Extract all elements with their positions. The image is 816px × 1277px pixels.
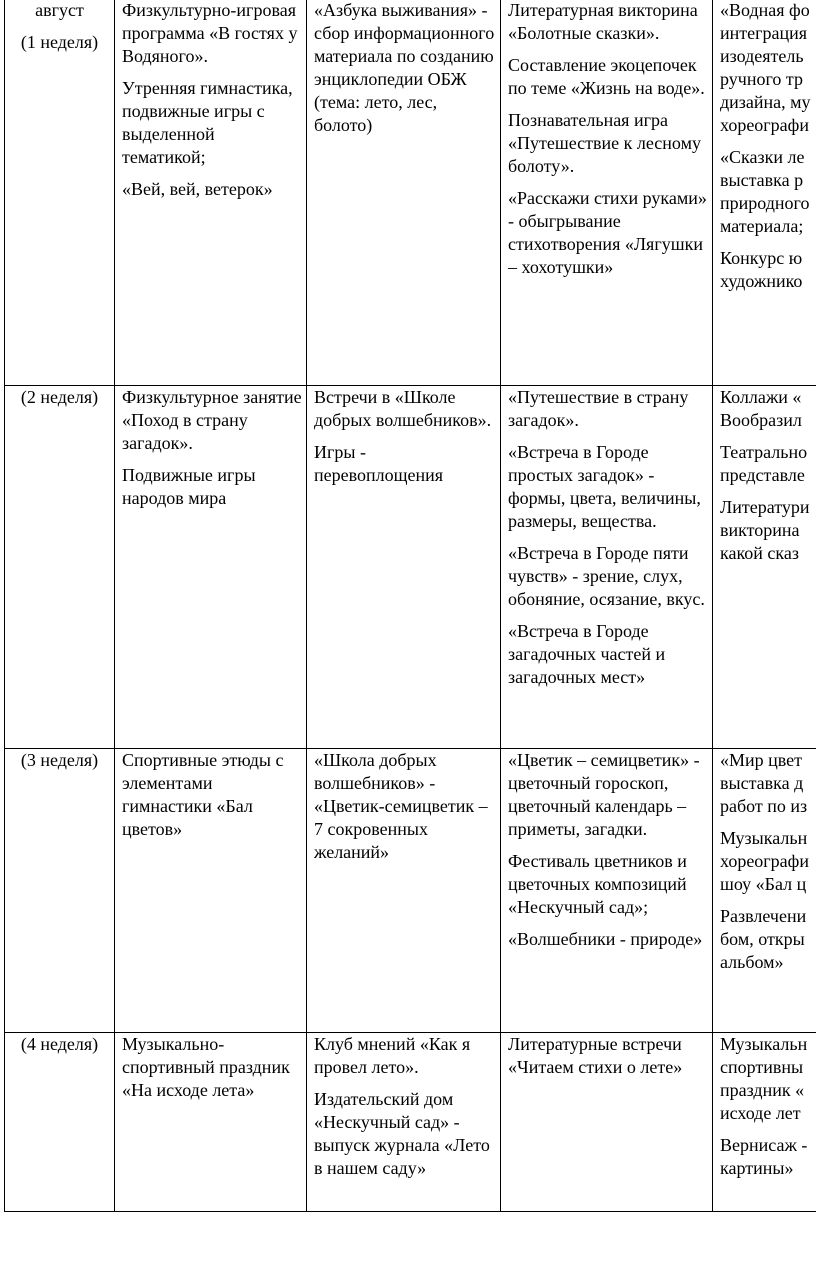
cell-paragraph: Утренняя гимнастика, подвижные игры с выделенной тематикой; bbox=[122, 78, 293, 167]
cell-paragraph bbox=[720, 905, 816, 974]
cell-line: выставка р bbox=[720, 170, 804, 190]
social-activities-cell bbox=[307, 386, 501, 749]
cell-paragraph: Клуб мнений «Как я провел лето». bbox=[314, 1034, 471, 1077]
cell-line: «Сказки ле bbox=[720, 147, 805, 167]
physical-activities-cell bbox=[115, 749, 307, 1033]
cell-line: ручного тр bbox=[720, 69, 803, 89]
cell-paragraph: Фестиваль цветников и цветочных композиций «Нескучный сад»; bbox=[508, 851, 687, 917]
cell-line: хореографи bbox=[720, 115, 809, 135]
cell-line: представле bbox=[720, 465, 805, 485]
table-row-week-1 bbox=[5, 0, 816, 386]
social-activities-cell bbox=[307, 1033, 501, 1212]
cell-line: изодеятель bbox=[720, 46, 804, 66]
physical-activities-cell bbox=[115, 0, 307, 386]
cell-line: бом, откры bbox=[720, 929, 805, 949]
cell-paragraph bbox=[720, 386, 816, 432]
cell-line: Вернисаж - bbox=[720, 1135, 808, 1155]
cell-line: Конкурс ю bbox=[720, 248, 803, 268]
table-row-week-3 bbox=[5, 749, 816, 1033]
cell-paragraph bbox=[720, 247, 816, 293]
cell-line: Развлечени bbox=[720, 906, 807, 926]
week-label: (3 неделя) bbox=[20, 750, 99, 770]
cell-paragraph: «Волшебники - природе» bbox=[508, 929, 703, 949]
cell-paragraph: Познавательная игра «Путешествие к лесному болоту». bbox=[508, 110, 701, 176]
period-cell bbox=[5, 749, 115, 1033]
cognitive-activities-cell bbox=[501, 386, 713, 749]
physical-activities-cell bbox=[115, 386, 307, 749]
cell-paragraph bbox=[720, 1134, 816, 1180]
cell-paragraph: «Школа добрых волшебников» - «Цветик-семицветик – 7 сокровенных желаний» bbox=[314, 750, 488, 862]
cell-line: какой сказ bbox=[720, 543, 799, 563]
cell-line: материала; bbox=[720, 216, 804, 236]
table-row-week-2 bbox=[5, 386, 816, 749]
cell-line: Театрально bbox=[720, 442, 808, 462]
cell-paragraph: Физкультурное занятие «Поход в страну загадок». bbox=[122, 387, 302, 453]
cell-line: картины» bbox=[720, 1158, 794, 1178]
cell-line: дизайна, му bbox=[720, 92, 811, 112]
cell-line: хореографи bbox=[720, 851, 809, 871]
cell-line: работ по из bbox=[720, 796, 808, 816]
cell-paragraph bbox=[720, 827, 816, 896]
cell-line: «Мир цвет bbox=[720, 750, 803, 770]
cell-line: интеграция bbox=[720, 23, 808, 43]
table-row-week-4 bbox=[5, 1033, 816, 1212]
cell-line: художнико bbox=[720, 271, 803, 291]
cell-paragraph: Составление экоцепочек по теме «Жизнь на воде». bbox=[508, 55, 705, 98]
cell-paragraph bbox=[720, 441, 816, 487]
cell-paragraph: Игры - перевоплощения bbox=[314, 442, 443, 485]
cell-paragraph: «Путешествие в страну загадок». bbox=[508, 387, 689, 430]
cell-paragraph: «Встреча в Городе пяти чувств» - зрение, слух, обоняние, осязание, вкус. bbox=[508, 543, 705, 609]
cell-line: спортивны bbox=[720, 1057, 804, 1077]
cell-paragraph: «Встреча в Городе загадочных частей и загадочных мест» bbox=[508, 621, 666, 687]
cell-paragraph: Литературные встречи «Читаем стихи о лете» bbox=[508, 1034, 683, 1077]
cell-paragraph: Спортивные этюды с элементами гимнастики «Бал цветов» bbox=[122, 750, 284, 839]
cell-line: исходе лет bbox=[720, 1103, 801, 1123]
cell-line: выставка д bbox=[720, 773, 804, 793]
artistic-activities-cell bbox=[713, 1033, 816, 1212]
cell-line: шоу «Бал ц bbox=[720, 874, 807, 894]
activity-plan-table bbox=[4, 0, 816, 1212]
cell-paragraph: Литературная викторина «Болотные сказки». bbox=[508, 0, 698, 43]
cognitive-activities-cell bbox=[501, 1033, 713, 1212]
week-label: (2 неделя) bbox=[20, 387, 99, 407]
cell-paragraph: Музыкально-спортивный праздник «На исходе лета» bbox=[122, 1034, 290, 1100]
social-activities-cell bbox=[307, 749, 501, 1033]
cell-paragraph: «Встреча в Городе простых загадок» - формы, цвета, величины, размеры, вещества. bbox=[508, 442, 701, 531]
cell-line: альбом» bbox=[720, 952, 784, 972]
period-cell bbox=[5, 1033, 115, 1212]
cell-paragraph: «Азбука выживания» - сбор информационного материала по созданию энциклопедии ОБЖ (тема: лето, лес, болото) bbox=[314, 0, 495, 135]
cell-paragraph: Физкультурно-игровая программа «В гостях у Водяного». bbox=[122, 0, 298, 66]
period-cell bbox=[5, 386, 115, 749]
cell-line: природного bbox=[720, 193, 810, 213]
cell-line: «Водная фо bbox=[720, 0, 810, 20]
social-activities-cell bbox=[307, 0, 501, 386]
cell-paragraph: «Вей, вей, ветерок» bbox=[122, 179, 273, 199]
week-label: (1 неделя) bbox=[20, 32, 99, 52]
cell-paragraph: Издательский дом «Нескучный сад» - выпуск журнала «Лето в нашем саду» bbox=[314, 1089, 490, 1178]
cognitive-activities-cell bbox=[501, 749, 713, 1033]
cell-line: Коллажи « bbox=[720, 387, 802, 407]
month-label: август bbox=[35, 0, 84, 20]
cell-paragraph: «Расскажи стихи руками» - обыгрывание стихотворения «Лягушки – хохотушки» bbox=[508, 188, 707, 277]
cell-paragraph bbox=[720, 749, 816, 818]
artistic-activities-cell bbox=[713, 749, 816, 1033]
cell-line: Вообразил bbox=[720, 410, 802, 430]
period-cell bbox=[5, 0, 115, 386]
cell-paragraph bbox=[720, 1033, 816, 1125]
artistic-activities-cell bbox=[713, 0, 816, 386]
cell-line: Литератури bbox=[720, 497, 810, 517]
cell-line: Музыкальн bbox=[720, 1034, 808, 1054]
cell-paragraph bbox=[720, 496, 816, 565]
cell-line: праздник « bbox=[720, 1080, 805, 1100]
cell-paragraph bbox=[720, 0, 816, 137]
cognitive-activities-cell bbox=[501, 0, 713, 386]
physical-activities-cell bbox=[115, 1033, 307, 1212]
cell-paragraph bbox=[720, 146, 816, 238]
artistic-activities-cell bbox=[713, 386, 816, 749]
cell-paragraph: «Цветик – семицветик» - цветочный гороскоп, цветочный календарь – приметы, загадки. bbox=[508, 750, 700, 839]
cell-line: Музыкальн bbox=[720, 828, 808, 848]
cell-line: викторина bbox=[720, 520, 800, 540]
week-label: (4 неделя) bbox=[20, 1034, 99, 1054]
cell-paragraph: Подвижные игры народов мира bbox=[122, 465, 256, 508]
cell-paragraph: Встречи в «Школе добрых волшебников». bbox=[314, 387, 492, 430]
